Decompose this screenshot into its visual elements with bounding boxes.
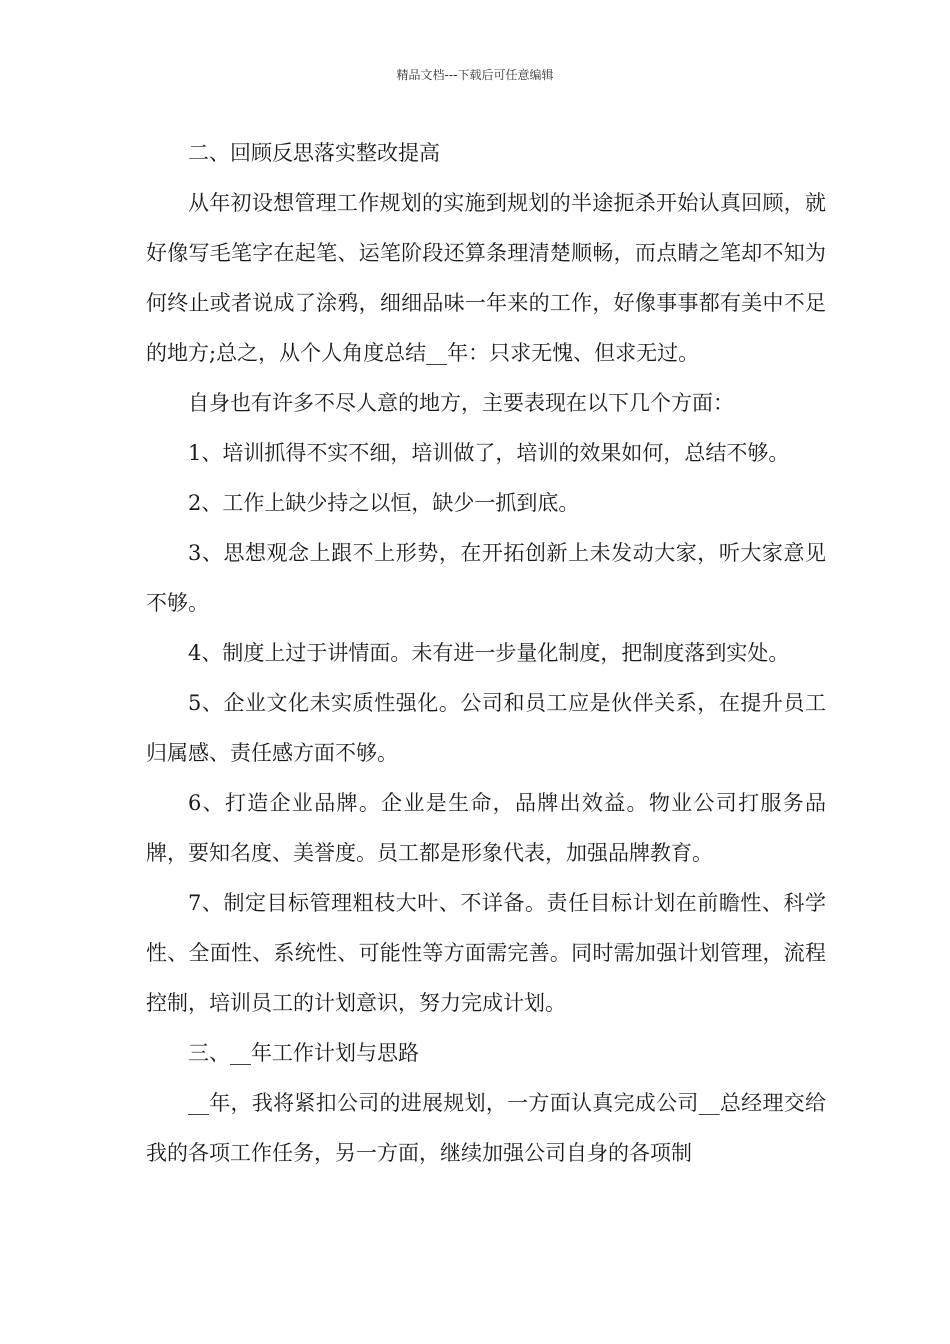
page-header: 精品文档---下载后可任意编辑 bbox=[396, 68, 554, 82]
list-item-4: 4、制度上过于讲情面。未有进一步量化制度，把制度落到实处。 bbox=[188, 641, 790, 665]
paragraph-review: 从年初设想管理工作规划的实施到规划的半途扼杀开始认真回顾，就好像写毛笔字在起笔、运笔阶段还算条理清楚顺畅，而点睛之笔却不知为何终止或者说成了涂鸦，细细品味一年来的工作，好像事事都有美中不足的地方;总之，从个人角度总结__年：只求无愧、但求无过。 bbox=[146, 191, 826, 365]
paragraph-shortcomings-intro: 自身也有许多不尽人意的地方，主要表现在以下几个方面： bbox=[188, 391, 734, 415]
list-item-2: 2、工作上缺少持之以恒，缺少一抓到底。 bbox=[188, 491, 580, 515]
list-item-3: 3、思想观念上跟不上形势，在开拓创新上未发动大家，听大家意见不够。 bbox=[146, 541, 826, 615]
list-item-6: 6、打造企业品牌。企业是生命，品牌出效益。物业公司打服务品牌，要知名度、美誉度。员工都是形象代表，加强品牌教育。 bbox=[146, 791, 826, 865]
list-item-7: 7、制定目标管理粗枝大叶、不详备。责任目标计划在前瞻性、科学性、全面性、系统性、可能性等方面需完善。同时需加强计划管理，流程控制，培训员工的计划意识，努力完成计划。 bbox=[146, 891, 826, 1015]
section-heading-3: 三、__年工作计划与思路 bbox=[188, 1041, 419, 1065]
list-item-5: 5、企业文化未实质性强化。公司和员工应是伙伴关系，在提升员工归属感、责任感方面不够。 bbox=[146, 691, 826, 765]
section-heading-2: 二、回顾反思落实整改提高 bbox=[188, 141, 440, 165]
list-item-1: 1、培训抓得不实不细，培训做了，培训的效果如何，总结不够。 bbox=[188, 441, 790, 465]
document-body bbox=[146, 128, 826, 1178]
paragraph-plan: __年，我将紧扣公司的进展规划，一方面认真完成公司__总经理交给我的各项工作任务，另一方面，继续加强公司自身的各项制 bbox=[146, 1091, 826, 1165]
